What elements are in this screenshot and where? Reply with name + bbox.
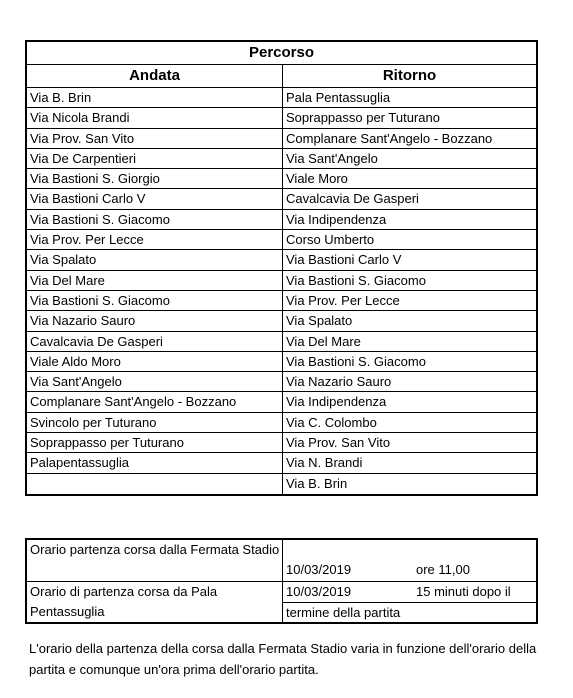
schedule-table [25, 538, 538, 624]
route-cell-ritorno: Via B. Brin [286, 475, 348, 491]
route-row [27, 352, 536, 372]
route-cell-andata: Via Del Mare [27, 271, 283, 290]
route-cell-andata: Via De Carpentieri [27, 149, 283, 168]
route-cell-ritorno: Via Prov. Per Lecce [286, 292, 400, 308]
route-cell-ritorno: Complanare Sant'Angelo - Bozzano [286, 130, 493, 146]
route-cell-ritorno: Viale Moro [286, 171, 348, 187]
header-andata: Andata [27, 65, 283, 87]
route-row [27, 332, 536, 352]
route-cell-andata: Cavalcavia De Gasperi [27, 332, 283, 351]
route-row [27, 392, 536, 412]
schedule-date-pala: 10/03/2019 [286, 584, 352, 599]
route-cell-ritorno: Via Bastioni S. Giacomo [286, 272, 426, 288]
schedule-time-stadio: ore 11,00 [416, 562, 470, 577]
route-cell-andata: Via Bastioni S. Giorgio [27, 169, 283, 188]
route-cell-ritorno: Via N. Brandi [286, 455, 363, 471]
route-row [27, 271, 536, 291]
route-row [27, 413, 536, 433]
route-cell-andata: Soprappasso per Tuturano [27, 433, 283, 452]
route-cell-andata: Palapentassuglia [27, 453, 283, 472]
route-table-body [27, 88, 536, 494]
route-row [27, 129, 536, 149]
route-row [27, 453, 536, 473]
route-cell-andata: Viale Aldo Moro [27, 352, 283, 371]
schedule-time-pala-cont: termine della partita [286, 605, 401, 620]
route-table-title: Percorso [27, 42, 536, 65]
route-cell-andata [27, 474, 283, 494]
route-cell-ritorno: Cavalcavia De Gasperi [286, 191, 419, 207]
departure-note: L'orario della partenza della corsa dalla Fermata Stadio varia in funzione dell'orario della partita e comunque un'ora prima dell'orario partita. [29, 641, 537, 677]
route-cell-ritorno: Via C. Colombo [286, 414, 377, 430]
schedule-row-pala [27, 581, 536, 622]
route-cell-ritorno: Via Indipendenza [286, 211, 387, 227]
route-cell-ritorno: Soprappasso per Tuturano [286, 110, 440, 126]
route-cell-andata: Via Nazario Sauro [27, 311, 283, 330]
route-cell-ritorno: Via Indipendenza [286, 394, 387, 410]
route-cell-andata: Svincolo per Tuturano [27, 413, 283, 432]
route-cell-andata: Via Prov. San Vito [27, 129, 283, 148]
schedule-pala-top [283, 582, 536, 603]
route-cell-ritorno: Pala Pentassuglia [286, 90, 391, 105]
route-cell-ritorno: Via Sant'Angelo [286, 150, 378, 166]
route-row [27, 474, 536, 494]
route-row [27, 189, 536, 209]
route-row [27, 149, 536, 169]
route-cell-ritorno: Via Bastioni Carlo V [286, 252, 402, 268]
route-cell-andata: Complanare Sant'Angelo - Bozzano [27, 392, 283, 411]
route-row [27, 210, 536, 230]
route-row [27, 169, 536, 189]
route-cell-andata: Via Bastioni S. Giacomo [27, 210, 283, 229]
route-cell-andata: Via Prov. Per Lecce [27, 230, 283, 249]
header-ritorno: Ritorno [382, 67, 437, 84]
route-cell-andata: Via Bastioni Carlo V [27, 189, 283, 208]
route-cell-andata: Via Nicola Brandi [27, 108, 283, 127]
route-cell-ritorno: Via Nazario Sauro [286, 374, 392, 390]
schedule-row-stadio [27, 540, 536, 581]
schedule-label-pala: Orario di partenza corsa da Pala Pentassuglia [27, 582, 283, 622]
route-row [27, 88, 536, 108]
route-cell-ritorno: Corso Umberto [286, 232, 375, 248]
route-row [27, 311, 536, 331]
route-table-header [27, 65, 536, 88]
route-row [27, 372, 536, 392]
route-cell-andata: Via Bastioni S. Giacomo [27, 291, 283, 310]
schedule-time-pala: 15 minuti dopo il [416, 584, 511, 599]
route-cell-andata: Via Sant'Angelo [27, 372, 283, 391]
route-row [27, 230, 536, 250]
route-cell-andata: Via B. Brin [27, 88, 283, 107]
route-row [27, 291, 536, 311]
route-row [27, 250, 536, 270]
route-cell-ritorno: Via Spalato [286, 313, 353, 329]
route-cell-ritorno: Via Prov. San Vito [286, 435, 391, 451]
schedule-label-stadio: Orario partenza corsa dalla Fermata Stadio [27, 540, 283, 581]
route-cell-ritorno: Via Bastioni S. Giacomo [286, 353, 426, 369]
schedule-pala-values [283, 582, 536, 622]
route-cell-ritorno: Via Del Mare [286, 333, 361, 349]
schedule-date-stadio: 10/03/2019 [286, 562, 352, 577]
route-row [27, 108, 536, 128]
route-cell-andata: Via Spalato [27, 250, 283, 269]
route-table [25, 40, 538, 496]
route-row [27, 433, 536, 453]
